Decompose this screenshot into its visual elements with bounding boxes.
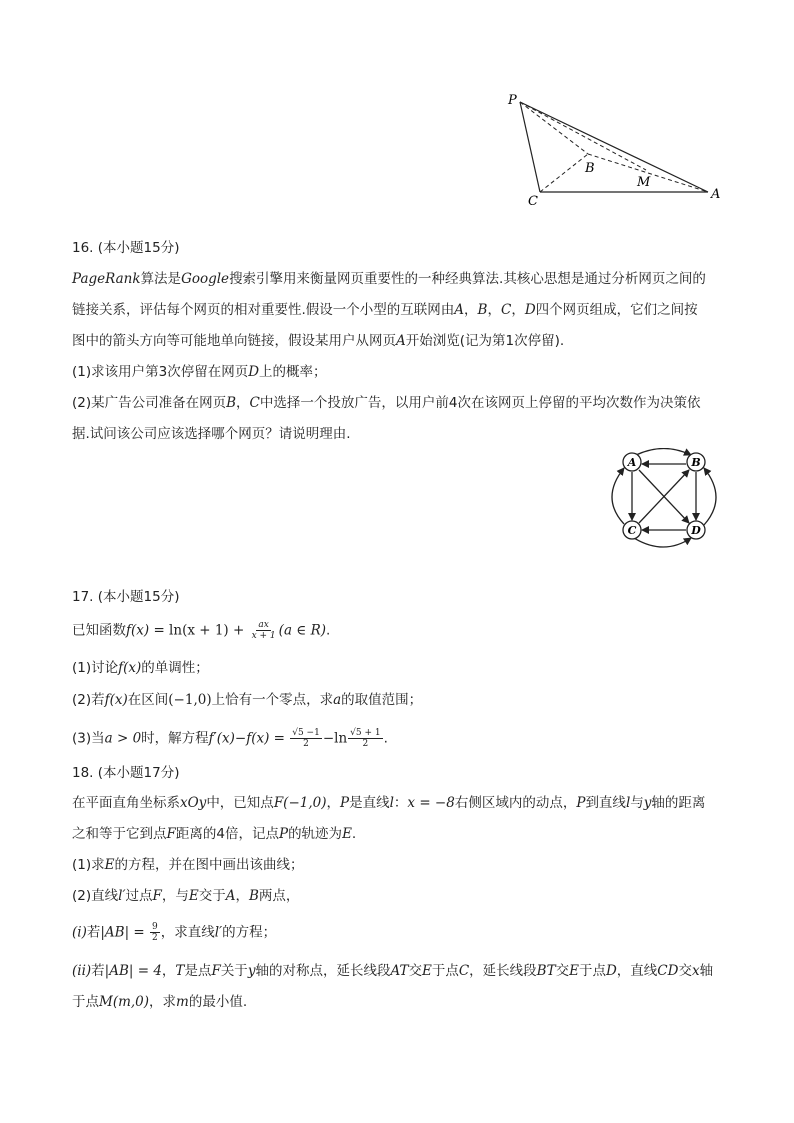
link-graph-figure (598, 448, 728, 556)
q16-header: 16. (本小题15分) (72, 240, 180, 256)
label-b: B (585, 161, 595, 176)
q18-sub-2-ii-cont: 于点M(m,0)，求m的最小值. (72, 994, 248, 1010)
label-p: P (508, 93, 517, 108)
arrow-a-to-b-curve (636, 449, 691, 456)
label-a: A (711, 187, 721, 202)
q18-sub-2: (2)直线l′过点F，与E交于A，B两点， (72, 888, 300, 904)
fraction-sqrt5-plus-1-over-2: $\frac{√5 + 1}{2}$ (350, 728, 381, 749)
fraction-ax-over-x-plus-1: $\frac{ax}{x + 1}$ (251, 620, 276, 641)
q16-sub-1: (1)求该用户第3次停留在网页D上的概率； (72, 364, 327, 380)
pyramid-figure (500, 88, 730, 210)
node-d-label: D (691, 524, 701, 537)
q16-paragraph-line-3: 图中的箭头方向等可能地单向链接，假设某用户从网页A开始浏览(记为第1次停留). (72, 333, 565, 349)
q18-sub-2-ii: (ii)若|AB| = 4，T是点F关于y轴的对称点，延长线段AT交E于点C，延长线段BT交E于点D，直线CD交x轴 (72, 963, 714, 979)
arrow-c-to-d-curve (634, 538, 691, 547)
arrow-c-to-a-curve (612, 468, 624, 524)
q17-function-definition: 已知函数f(x) = ln(x + 1) + $\frac{ax}{x + 1}$ (a ∈ R). (72, 620, 331, 641)
edge-cb-dashed (540, 154, 588, 192)
node-c-label: C (627, 524, 637, 537)
label-c: C (528, 194, 538, 209)
q16-sub-2: (2)某广告公司准备在网页B，C中选择一个投放广告，以用户前4次在该网页上停留的平均次数作为决策依 (72, 395, 701, 411)
fraction-9-over-2: $\frac{9}{2}$ (152, 922, 158, 943)
arrow-d-to-b-curve (704, 468, 716, 525)
q17-sub-1: (1)讨论f(x)的单调性； (72, 660, 209, 676)
fraction-sqrt5-minus-1-over-2: $\frac{√5 -1}{2}$ (292, 728, 320, 749)
q16-paragraph-line-2: 链接关系，评估每个网页的相对重要性.假设一个小型的互联网由A，B，C，D四个网页组成，它们之间按 (72, 302, 698, 318)
q18-sub-1: (1)求E的方程，并在图中画出该曲线； (72, 857, 304, 873)
q17-header: 17. (本小题15分) (72, 589, 180, 605)
q17-sub-3: (3)当a > 0时，解方程f′(x)−f(x) = $\frac{√5 -1}{2}$ −ln $\frac{√5 + 1}{2}$ . (72, 728, 388, 749)
q18-header: 18. (本小题17分) (72, 765, 180, 781)
node-b-label: B (691, 456, 701, 469)
q18-paragraph-line-2: 之和等于它到点F距离的4倍，记点P的轨迹为E. (72, 826, 357, 842)
edge-pm-dashed (520, 102, 646, 170)
q16-paragraph-line-1: PageRank算法是Google搜索引擎用来衡量网页重要性的一种经典算法.其核心思想是通过分析网页之间的 (72, 271, 706, 287)
q18-paragraph-line-1: 在平面直角坐标系xOy中，已知点F(−1,0)，P是直线l：x = −8右侧区域内的动点，P到直线l与y轴的距离 (72, 795, 706, 811)
edge-pa (520, 102, 708, 192)
label-m: M (637, 175, 651, 190)
q17-sub-2: (2)若f(x)在区间(−1,0)上恰有一个零点，求a的取值范围； (72, 692, 423, 708)
q18-sub-2-i: (i)若|AB| = $\frac{9}{2}$ ，求直线l′的方程； (72, 922, 277, 943)
q16-sub-2-cont: 据.试问该公司应该选择哪个网页？请说明理由. (72, 426, 351, 442)
node-a-label: A (627, 456, 637, 469)
